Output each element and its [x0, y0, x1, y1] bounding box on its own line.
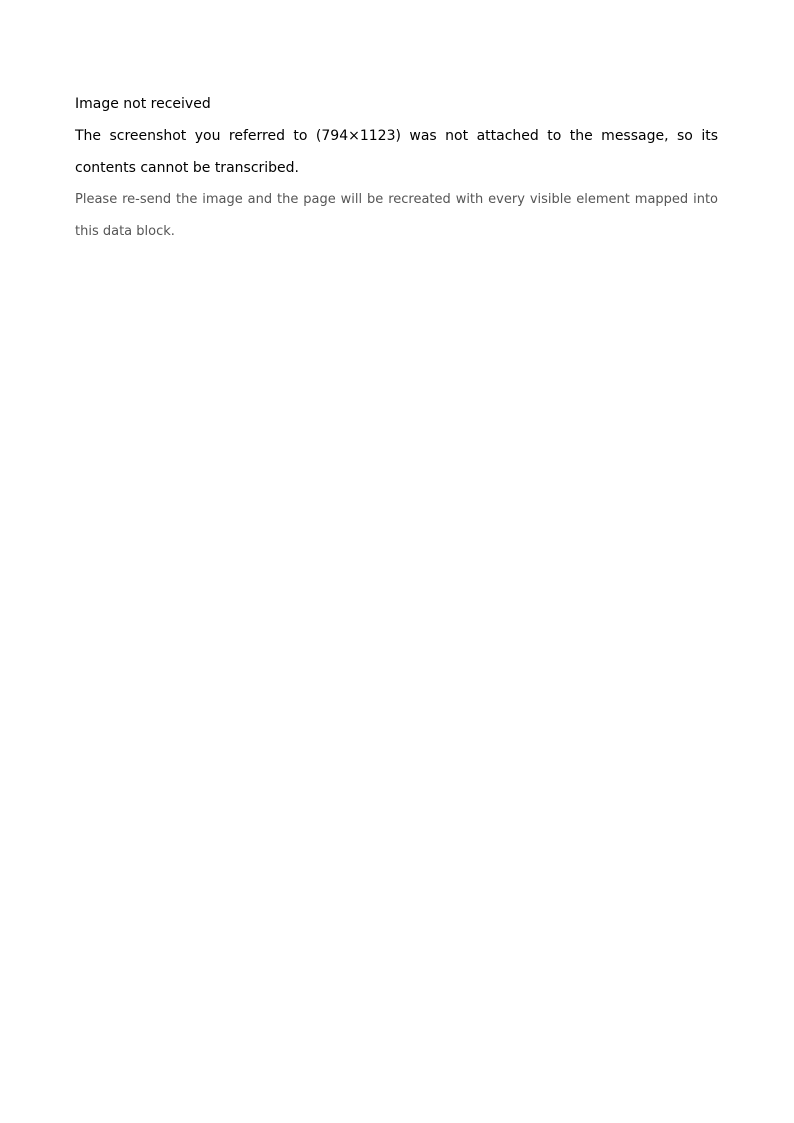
notice-body: The screenshot you referred to (794×1123) was not attached to the message, so its contents cannot be transcribed. [75, 128, 718, 176]
notice-hint: Please re-send the image and the page will be recreated with every visible element mapped into this data block. [75, 192, 718, 239]
notice-heading: Image not received [75, 96, 211, 112]
missing-image-notice [75, 88, 718, 248]
